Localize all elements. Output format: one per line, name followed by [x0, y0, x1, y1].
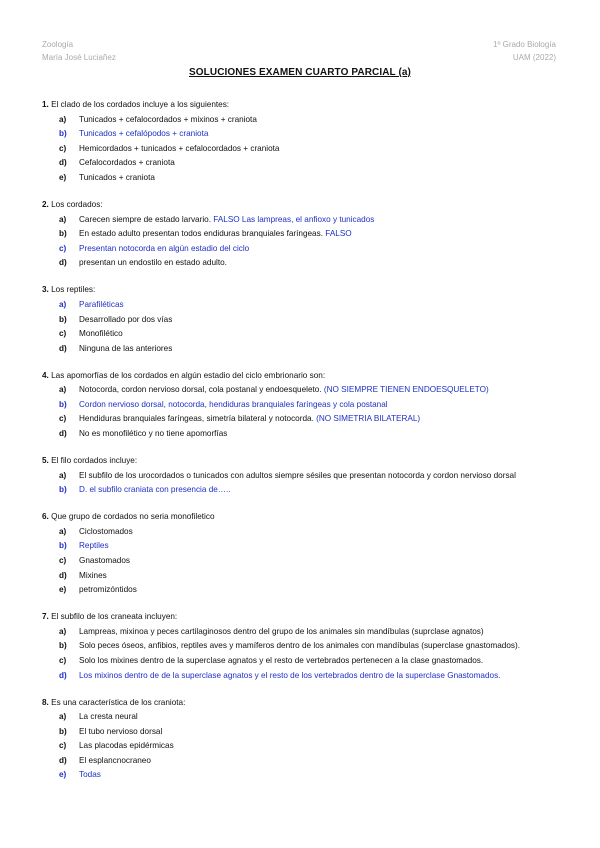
- option-text-wrap: [79, 256, 558, 271]
- answer-option: [42, 625, 558, 640]
- option-letter: a): [59, 470, 67, 480]
- answer-option: [42, 113, 558, 128]
- option-text: Notocorda, cordon nervioso dorsal, cola postanal y endoesqueleto.: [79, 385, 322, 395]
- question-text: [42, 454, 558, 469]
- answer-option-correct: [42, 539, 558, 554]
- answer-option: [42, 739, 558, 754]
- option-text-wrap: [79, 569, 558, 584]
- option-letter: c): [59, 555, 67, 565]
- question-number: 7.: [42, 612, 49, 622]
- option-letter: d): [59, 570, 67, 580]
- option-text-wrap: [79, 754, 558, 769]
- option-text-wrap: [79, 583, 558, 598]
- option-text: Desarrollado por dos vías: [79, 314, 173, 324]
- option-text: Parafiléticas: [79, 299, 124, 309]
- answer-option-correct: [42, 483, 558, 498]
- option-text: La cresta neural: [79, 712, 138, 722]
- answer-option-correct: [42, 398, 558, 413]
- option-text-wrap: [79, 539, 558, 554]
- option-text: El esplancnocraneo: [79, 755, 151, 765]
- question-number: 4.: [42, 370, 49, 380]
- option-text: Cefalocordados + craniota: [79, 158, 175, 168]
- question-text: [42, 510, 558, 525]
- question-text: [42, 610, 558, 625]
- option-text: Las placodas epidérmicas: [79, 741, 174, 751]
- option-text-wrap: [79, 327, 558, 342]
- question-number: 6.: [42, 512, 49, 522]
- option-letter: d): [59, 429, 67, 439]
- answer-option: [42, 639, 558, 654]
- option-letter: e): [59, 770, 67, 780]
- option-text-wrap: [79, 739, 558, 754]
- option-text: En estado adulto presentan todos endiduras branquiales faríngeas.: [79, 229, 323, 239]
- option-text-wrap: [79, 342, 558, 357]
- option-text-wrap: [79, 639, 558, 654]
- option-text: Gnastomados: [79, 555, 130, 565]
- option-letter: c): [59, 143, 67, 153]
- option-text-wrap: [79, 427, 558, 442]
- option-letter: b): [59, 129, 67, 139]
- correction-note: FALSO: [325, 229, 352, 239]
- option-text-wrap: [79, 554, 558, 569]
- answer-option: [42, 754, 558, 769]
- question-statement: El clado de los cordados incluye a los siguientes:: [51, 100, 230, 109]
- answer-option: [42, 469, 558, 484]
- option-letter: b): [59, 726, 67, 736]
- answer-option: [42, 383, 558, 398]
- answer-option: [42, 710, 558, 725]
- option-text-wrap: [79, 213, 558, 228]
- question-6: [42, 510, 558, 598]
- questions-list: [42, 98, 558, 795]
- option-letter: c): [59, 655, 67, 665]
- question-statement: Las apomorfías de los cordados en algún estadio del ciclo embrionario son:: [51, 370, 326, 380]
- correction-note: (NO SIEMPRE TIENEN ENDOESQUELETO): [323, 385, 489, 395]
- question-statement: El filo cordados incluye:: [51, 456, 138, 466]
- option-text-wrap: [79, 242, 558, 257]
- option-text-wrap: [79, 654, 558, 669]
- question-4: [42, 369, 558, 442]
- answer-option: [42, 313, 558, 328]
- question-7: [42, 610, 558, 683]
- answer-option-correct: [42, 242, 558, 257]
- option-text-wrap: [79, 298, 558, 313]
- option-text-wrap: [79, 171, 558, 186]
- option-letter: d): [59, 343, 67, 353]
- option-text: Cordon nervioso dorsal, notocorda, hendiduras branquiales faríngeas y cola postanal: [79, 399, 388, 409]
- header-left: [42, 38, 116, 64]
- answer-option-correct: [42, 768, 558, 783]
- document-title: SOLUCIONES EXAMEN CUARTO PARCIAL (a): [189, 67, 411, 78]
- option-letter: c): [59, 243, 67, 253]
- option-text: No es monofilético y no tiene apomorfías: [79, 429, 228, 439]
- answer-option: [42, 227, 558, 242]
- option-letter: e): [59, 585, 67, 595]
- answer-option: [42, 171, 558, 186]
- option-letter: a): [59, 214, 67, 224]
- answer-option-correct: [42, 669, 558, 684]
- answer-option: [42, 342, 558, 357]
- question-8: [42, 696, 558, 784]
- option-text-wrap: [79, 398, 558, 413]
- answer-option: [42, 142, 558, 157]
- option-text: Ninguna de las anteriores: [79, 343, 173, 353]
- question-text: [42, 98, 558, 113]
- option-letter: c): [59, 741, 67, 751]
- option-letter: c): [59, 414, 67, 424]
- option-text-wrap: [79, 142, 558, 157]
- question-statement: El subfilo de los craneata incluyen:: [51, 612, 178, 622]
- option-letter: a): [59, 626, 67, 636]
- option-letter: d): [59, 670, 67, 680]
- option-text: Mixines: [79, 570, 107, 580]
- answer-option: [42, 256, 558, 271]
- option-text-wrap: [79, 227, 558, 242]
- option-text-wrap: [79, 383, 558, 398]
- option-letter: a): [59, 385, 67, 395]
- option-text-wrap: [79, 525, 558, 540]
- question-statement: Los cordados:: [51, 199, 103, 209]
- option-text-wrap: [79, 725, 558, 740]
- question-number: 3.: [42, 285, 49, 295]
- correction-note: FALSO Las lampreas, el anfioxo y tunicados: [213, 214, 375, 224]
- option-letter: b): [59, 229, 67, 239]
- question-number: 8.: [42, 697, 49, 707]
- option-text: Lampreas, mixinoa y peces cartilaginosos dentro del grupo de los animales sin mandíbulas (suprclase agnatos): [79, 626, 484, 636]
- option-text: Tunicados + cefalocordados + mixinos + craniota: [79, 114, 257, 124]
- question-number: 2.: [42, 199, 49, 209]
- question-number: 1.: [42, 100, 49, 109]
- option-text: Ciclostomados: [79, 526, 133, 536]
- option-letter: b): [59, 641, 67, 651]
- question-5: [42, 454, 558, 498]
- option-text: Solo peces óseos, anfibios, reptiles aves y mamíferos dentro de los animales con mandíbulas (superclase gnastomados).: [79, 641, 520, 651]
- option-text-wrap: [79, 625, 558, 640]
- question-statement: Que grupo de cordados no seria monofiletico: [51, 512, 215, 522]
- option-text: D. el subfilo craniata con presencia de…..: [79, 485, 231, 495]
- option-text: presentan un endostilo en estado adulto.: [79, 258, 227, 268]
- answer-option: [42, 654, 558, 669]
- option-text: Presentan notocorda en algún estadio del ciclo: [79, 243, 250, 253]
- option-text: petromizóntidos: [79, 585, 137, 595]
- answer-option: [42, 412, 558, 427]
- option-letter: d): [59, 258, 67, 268]
- option-letter: a): [59, 712, 67, 722]
- option-text-wrap: [79, 669, 558, 684]
- option-text: Monofilético: [79, 329, 123, 339]
- option-text-wrap: [79, 469, 558, 484]
- option-text-wrap: [79, 156, 558, 171]
- option-text: Hemicordados + tunicados + cefalocordados + craniota: [79, 143, 280, 153]
- answer-option-correct: [42, 127, 558, 142]
- option-text-wrap: [79, 113, 558, 128]
- option-text: Todas: [79, 770, 101, 780]
- question-statement: Los reptiles:: [51, 285, 96, 295]
- option-text: El tubo nervioso dorsal: [79, 726, 163, 736]
- option-letter: a): [59, 299, 67, 309]
- option-text: Los mixinos dentro de de la superclase agnatos y el resto de los vertebrados dentro de la superclase Gnastomados.: [79, 670, 501, 680]
- option-text: Tunicados + craniota: [79, 172, 155, 182]
- question-statement: Es una característica de los craniota:: [51, 697, 186, 707]
- question-3: [42, 283, 558, 356]
- university-year: UAM (2022): [512, 53, 556, 62]
- question-text: [42, 369, 558, 384]
- answer-option: [42, 525, 558, 540]
- option-text-wrap: [79, 313, 558, 328]
- option-text-wrap: [79, 412, 558, 427]
- question-1: [42, 98, 558, 186]
- answer-option: [42, 554, 558, 569]
- course-name: Zoología: [42, 40, 74, 49]
- option-text-wrap: [79, 768, 558, 783]
- option-letter: a): [59, 114, 67, 124]
- option-text: Tunicados + cefalópodos + craniota: [79, 129, 209, 139]
- option-text: Reptiles: [79, 541, 109, 551]
- option-text: Solo los mixines dentro de la superclase agnatos y el resto de vertebrados pertenecen a la clase gnastomados.: [79, 655, 484, 665]
- answer-option: [42, 327, 558, 342]
- option-text: Hendiduras branquiales faríngeas, simetría bilateral y notocorda.: [79, 414, 314, 424]
- option-text: Carecen siempre de estado larvario.: [79, 214, 211, 224]
- option-letter: b): [59, 314, 67, 324]
- option-text-wrap: [79, 127, 558, 142]
- answer-option-correct: [42, 298, 558, 313]
- option-letter: e): [59, 172, 67, 182]
- option-letter: d): [59, 755, 67, 765]
- question-text: [42, 198, 558, 213]
- option-letter: b): [59, 541, 67, 551]
- answer-option: [42, 213, 558, 228]
- header-right: [493, 38, 556, 64]
- degree-name: 1º Grado Biología: [493, 40, 556, 49]
- option-letter: b): [59, 485, 67, 495]
- answer-option: [42, 569, 558, 584]
- answer-option: [42, 583, 558, 598]
- question-number: 5.: [42, 456, 49, 466]
- question-text: [42, 696, 558, 711]
- option-text-wrap: [79, 710, 558, 725]
- option-letter: d): [59, 158, 67, 168]
- answer-option: [42, 427, 558, 442]
- correction-note: (NO SIMETRIA BILATERAL): [316, 414, 421, 424]
- option-letter: c): [59, 329, 67, 339]
- option-text-wrap: [79, 483, 558, 498]
- author-name: María José Luciañez: [42, 53, 116, 62]
- option-letter: a): [59, 526, 67, 536]
- answer-option: [42, 156, 558, 171]
- option-text: El subfilo de los urocordados o tunicados con adultos siempre sésiles que presentan notocorda y cordon nervioso dorsal: [79, 470, 516, 480]
- option-letter: b): [59, 399, 67, 409]
- question-text: [42, 283, 558, 298]
- answer-option: [42, 725, 558, 740]
- question-2: [42, 198, 558, 271]
